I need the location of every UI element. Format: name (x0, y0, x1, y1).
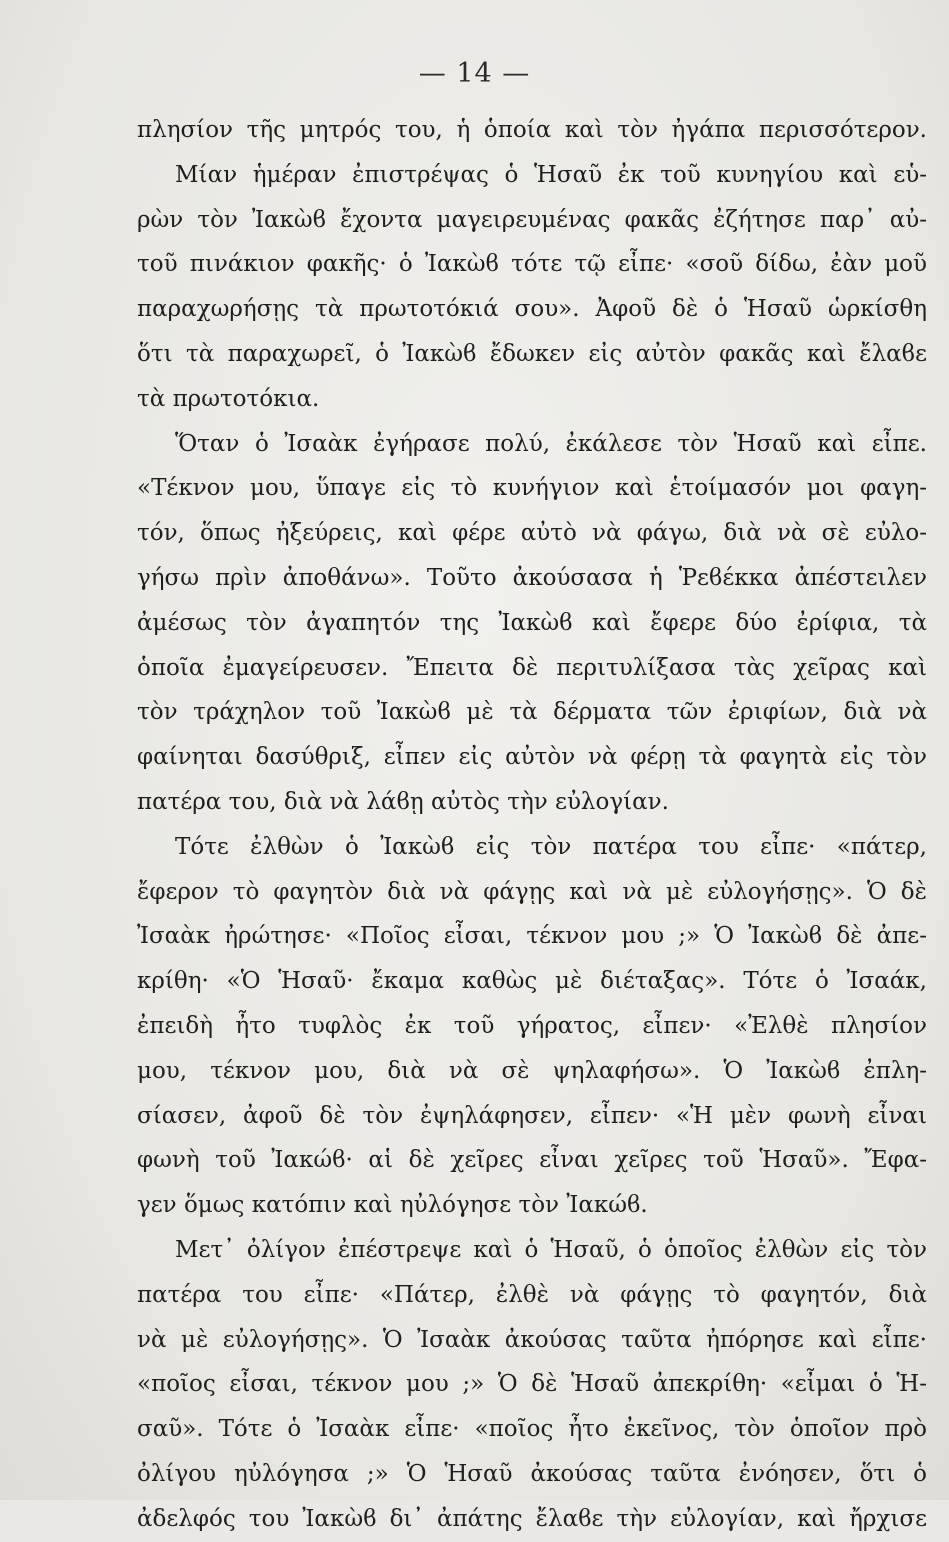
text-line: ρὼν τὸν Ἰακὼϐ ἔχοντα μαγειρευμένας φακᾶς ἐζήτησε παρ᾽ αὐ- (137, 206, 927, 233)
text-line: μου, τέκνον μου, διὰ νὰ σὲ ψηλαφήσω». Ὁ Ἰακὼϐ ἐπλη- (137, 1057, 927, 1084)
text-line: κρίθη· «Ὁ Ἡσαῦ· ἔκαμα καθὼς μὲ διέταξας». Τότε ὁ Ἰσαάκ, (137, 968, 927, 995)
text-line: νὰ μὲ εὐλογήσῃς». Ὁ Ἰσαὰκ ἀκούσας ταῦτα ἠπόρησε καὶ εἶπε· (137, 1326, 927, 1353)
text-line: ὀλίγου ηὐλόγησα ;» Ὁ Ἡσαῦ ἀκούσας ταῦτα ἐνόησεν, ὅτι ὁ (137, 1460, 927, 1487)
paragraph-end-line: τὰ πρωτοτόκια. (137, 385, 320, 412)
text-line: τὸν τράχηλον τοῦ Ἰακὼϐ μὲ τὰ δέρματα τῶν ἐριφίων, διὰ νὰ (137, 699, 927, 726)
text-line: σίασεν, ἀφοῦ δὲ τὸν ἐψηλάφησεν, εἶπεν· «Ἡ μὲν φωνὴ εἶναι (137, 1102, 927, 1129)
paragraph-start-line: Μετ᾽ ὀλίγον ἐπέστρεψε καὶ ὁ Ἡσαῦ, ὁ ὁποῖος ἐλθὼν εἰς τὸν (175, 1236, 927, 1263)
text-line: «Τέκνον μου, ὕπαγε εἰς τὸ κυνήγιον καὶ ἑτοίμασόν μοι φαγη- (137, 475, 927, 502)
body-text (137, 108, 927, 1542)
text-line: ἔφερον τὸ φαγητὸν διὰ νὰ φάγῃς καὶ νὰ μὲ εὐλογήσῃς». Ὁ δὲ (137, 878, 927, 905)
text-line: τοῦ πινάκιον φακῆς· ὁ Ἰακὼϐ τότε τῷ εἶπε· «σοῦ δίδω, ἐὰν μοῦ (137, 251, 927, 278)
text-line: Ἰσαὰκ ἠρώτησε· «Ποῖος εἶσαι, τέκνον μου ;» Ὁ Ἰακὼϐ δὲ ἀπε- (137, 923, 927, 950)
text-line: «ποῖος εἶσαι, τέκνον μου ;» Ὁ δὲ Ἡσαῦ ἀπεκρίθη· «εἶμαι ὁ Ἡ- (137, 1371, 927, 1398)
text-line: ὅτι τὰ παραχωρεῖ, ὁ Ἰακὼϐ ἔδωκεν εἰς αὐτὸν φακᾶς καὶ ἔλαϐε (137, 340, 927, 367)
text-line: φαίνηται δασύθριξ, εἶπεν εἰς αὐτὸν νὰ φέρῃ τὰ φαγητὰ εἰς τὸν (137, 744, 927, 771)
paragraph-end-line: γεν ὅμως κατόπιν καὶ ηὐλόγησε τὸν Ἰακώϐ. (137, 1192, 648, 1219)
text-line: ὁποῖα ἐμαγείρευσεν. Ἔπειτα δὲ περιτυλίξασα τὰς χεῖρας καὶ (137, 654, 927, 681)
text-line: παραχωρήσῃς τὰ πρωτοτόκιά σου». Ἀφοῦ δὲ ὁ Ἡσαῦ ὡρκίσθη (137, 296, 927, 323)
page-number: — 14 — (418, 58, 531, 89)
text-line: γήσω πρὶν ἀποθάνω». Τοῦτο ἀκούσασα ἡ Ῥεϐέκκα ἀπέστειλεν (137, 564, 927, 591)
text-line: τόν, ὅπως ἠξεύρεις, καὶ φέρε αὐτὸ νὰ φάγω, διὰ νὰ σὲ εὐλο- (137, 520, 927, 547)
paragraph-start-line: Ὅταν ὁ Ἰσαὰκ ἐγήρασε πολύ, ἐκάλεσε τὸν Ἡσαῦ καὶ εἶπε. (175, 430, 927, 457)
paragraph-start-line: Μίαν ἡμέραν ἐπιστρέψας ὁ Ἡσαῦ ἐκ τοῦ κυνηγίου καὶ εὑ- (175, 161, 927, 188)
text-line: πατέρα του εἶπε· «Πάτερ, ἐλθὲ νὰ φάγῃς τὸ φαγητόν, διὰ (137, 1281, 927, 1308)
text-line: ἐπειδὴ ἦτο τυφλὸς ἐκ τοῦ γήρατος, εἶπεν· «Ἐλθὲ πλησίον (137, 1012, 927, 1039)
text-line: φωνὴ τοῦ Ἰακώϐ· αἱ δὲ χεῖρες εἶναι χεῖρες τοῦ Ἡσαῦ». Ἔφα- (137, 1147, 927, 1174)
text-line: σαῦ». Τότε ὁ Ἰσαὰκ εἶπε· «ποῖος ἦτο ἐκεῖνος, τὸν ὁποῖον πρὸ (137, 1416, 927, 1443)
text-line: ἀμέσως τὸν ἀγαπητόν της Ἰακὼϐ καὶ ἔφερε δύο ἐρίφια, τὰ (137, 609, 927, 636)
paragraph-end-line: πατέρα του, διὰ νὰ λάϐῃ αὐτὸς τὴν εὐλογίαν. (137, 788, 669, 815)
paragraph-start-line: Τότε ἐλθὼν ὁ Ἰακὼϐ εἰς τὸν πατέρα του εἶπε· «πάτερ, (175, 833, 927, 860)
text-line: ἀδελφός του Ἰακὼϐ δι᾽ ἀπάτης ἔλαϐε τὴν εὐλογίαν, καὶ ἤρχισε (137, 1505, 927, 1532)
text-line: πλησίον τῆς μητρός του, ἡ ὁποία καὶ τὸν ἠγάπα περισσότερον. (137, 117, 927, 143)
